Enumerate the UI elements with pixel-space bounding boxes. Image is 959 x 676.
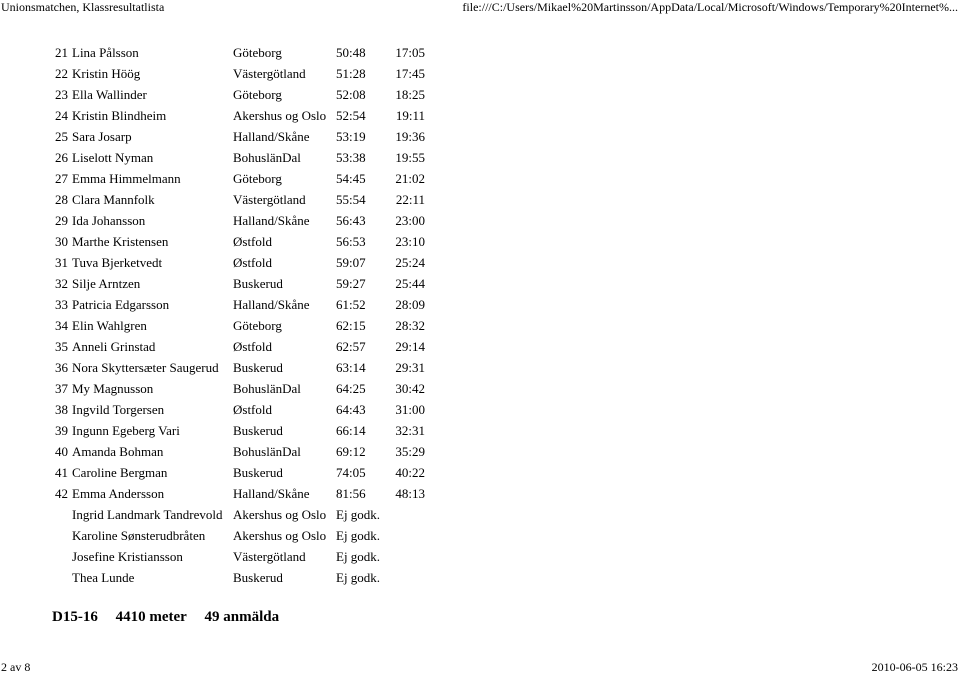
- result-row: [48, 210, 425, 231]
- result-diff: 28:32: [395, 318, 425, 333]
- result-name: Marthe Kristensen: [72, 234, 169, 249]
- result-name: Lina Pålsson: [72, 45, 139, 60]
- result-club: Halland/Skåne: [233, 486, 310, 501]
- result-name: Kristin Höög: [72, 66, 141, 81]
- result-name: Amanda Bohman: [72, 444, 164, 459]
- result-row: [48, 399, 425, 420]
- result-club: Buskerud: [233, 276, 283, 291]
- result-club: Göteborg: [233, 87, 282, 102]
- result-row: [48, 441, 425, 462]
- result-row: [48, 63, 425, 84]
- result-row: [48, 147, 425, 168]
- result-name: Tuva Bjerketvedt: [72, 255, 163, 270]
- result-name: Sara Josarp: [72, 129, 132, 144]
- result-club: Akershus og Oslo: [233, 528, 327, 543]
- result-place: 38: [55, 402, 68, 417]
- result-place: 30: [55, 234, 68, 249]
- page-url: file:///C:/Users/Mikael%20Martinsson/AppData/Local/Microsoft/Windows/Temporary%20Internet%...: [462, 0, 958, 14]
- result-diff: 40:22: [395, 465, 425, 480]
- result-row: [48, 462, 425, 483]
- result-place: 23: [55, 87, 68, 102]
- result-time: 51:28: [336, 66, 366, 81]
- result-name: Josefine Kristiansson: [72, 549, 183, 564]
- result-place: 36: [55, 360, 68, 375]
- result-name: Emma Himmelmann: [72, 171, 181, 186]
- class-entries: 49 anmälda: [204, 609, 280, 625]
- results-table: [48, 42, 425, 588]
- result-name: Ella Wallinder: [72, 87, 147, 102]
- result-place: 22: [55, 66, 68, 81]
- result-row: [48, 546, 425, 567]
- result-club: Halland/Skåne: [233, 213, 310, 228]
- result-diff: [385, 504, 425, 525]
- result-place: 29: [55, 213, 68, 228]
- result-club: Østfold: [233, 255, 272, 270]
- result-club: Østfold: [233, 339, 272, 354]
- result-row: [48, 525, 425, 546]
- result-row: [48, 357, 425, 378]
- result-diff: 17:05: [395, 45, 425, 60]
- result-time: 53:38: [336, 150, 366, 165]
- result-time: 56:53: [336, 234, 366, 249]
- result-diff: 19:11: [395, 108, 425, 123]
- result-time: Ej godk.: [336, 549, 381, 564]
- result-place: 41: [55, 465, 68, 480]
- result-place: 40: [55, 444, 68, 459]
- page-title: Unionsmatchen, Klassresultatlista: [1, 0, 165, 14]
- result-time: 50:48: [336, 45, 366, 60]
- result-place: [48, 546, 72, 567]
- result-time: 52:08: [336, 87, 366, 102]
- result-time: 59:07: [336, 255, 366, 270]
- result-name: Nora Skyttersæter Saugerud: [72, 360, 219, 375]
- result-club: Göteborg: [233, 45, 282, 60]
- result-row: [48, 252, 425, 273]
- result-club: Buskerud: [233, 360, 283, 375]
- result-name: Ingvild Torgersen: [72, 402, 165, 417]
- result-diff: 23:00: [395, 213, 425, 228]
- result-club: BohuslänDal: [233, 381, 301, 396]
- result-place: 21: [55, 45, 68, 60]
- result-diff: 35:29: [395, 444, 425, 459]
- print-footer: [0, 660, 959, 676]
- result-club: BohuslänDal: [233, 444, 301, 459]
- result-time: 55:54: [336, 192, 366, 207]
- result-time: Ej godk.: [336, 570, 381, 585]
- result-row: [48, 504, 425, 525]
- result-row: [48, 42, 425, 63]
- result-diff: 30:42: [395, 381, 425, 396]
- result-time: 53:19: [336, 129, 366, 144]
- result-time: 64:25: [336, 381, 366, 396]
- result-place: 35: [55, 339, 68, 354]
- result-place: 33: [55, 297, 68, 312]
- result-diff: 25:24: [395, 255, 425, 270]
- result-club: Västergötland: [233, 549, 306, 564]
- result-row: [48, 294, 425, 315]
- result-name: Clara Mannfolk: [72, 192, 155, 207]
- result-place: 39: [55, 423, 68, 438]
- result-row: [48, 84, 425, 105]
- result-place: 42: [55, 486, 68, 501]
- result-name: Kristin Blindheim: [72, 108, 167, 123]
- result-time: Ej godk.: [336, 528, 381, 543]
- result-name: Liselott Nyman: [72, 150, 154, 165]
- result-diff: 19:55: [395, 150, 425, 165]
- result-row: [48, 168, 425, 189]
- result-time: 59:27: [336, 276, 366, 291]
- result-row: [48, 315, 425, 336]
- result-name: Ida Johansson: [72, 213, 146, 228]
- result-diff: 18:25: [395, 87, 425, 102]
- result-diff: 28:09: [395, 297, 425, 312]
- result-diff: 23:10: [395, 234, 425, 249]
- result-diff: [385, 546, 425, 567]
- result-time: 52:54: [336, 108, 366, 123]
- result-name: Ingunn Egeberg Vari: [72, 423, 180, 438]
- result-diff: 29:31: [395, 360, 425, 375]
- result-diff: 21:02: [395, 171, 425, 186]
- result-row: [48, 273, 425, 294]
- result-time: 62:15: [336, 318, 366, 333]
- result-club: Västergötland: [233, 192, 306, 207]
- result-row: [48, 189, 425, 210]
- result-club: Østfold: [233, 234, 272, 249]
- result-name: Ingrid Landmark Tandrevold: [72, 507, 223, 522]
- result-time: 69:12: [336, 444, 366, 459]
- result-row: [48, 567, 425, 588]
- result-diff: 31:00: [395, 402, 425, 417]
- result-diff: 17:45: [395, 66, 425, 81]
- result-name: Elin Wahlgren: [72, 318, 147, 333]
- result-place: 32: [55, 276, 68, 291]
- result-time: 62:57: [336, 339, 366, 354]
- result-place: 28: [55, 192, 68, 207]
- result-row: [48, 231, 425, 252]
- result-club: Halland/Skåne: [233, 129, 310, 144]
- result-place: 37: [55, 381, 68, 396]
- result-club: Göteborg: [233, 318, 282, 333]
- result-club: Buskerud: [233, 423, 283, 438]
- result-diff: 22:11: [395, 192, 425, 207]
- result-club: Akershus og Oslo: [233, 507, 327, 522]
- result-place: [48, 567, 72, 588]
- result-time: 54:45: [336, 171, 366, 186]
- result-name: My Magnusson: [72, 381, 154, 396]
- result-name: Silje Arntzen: [72, 276, 141, 291]
- result-diff: 25:44: [395, 276, 425, 291]
- result-time: 81:56: [336, 486, 366, 501]
- result-place: 26: [55, 150, 68, 165]
- result-time: 63:14: [336, 360, 366, 375]
- print-header: [0, 0, 959, 16]
- class-distance: 4410 meter: [115, 609, 187, 625]
- print-datetime: 2010-06-05 16:23: [871, 660, 958, 674]
- result-club: Västergötland: [233, 66, 306, 81]
- result-row: [48, 105, 425, 126]
- result-row: [48, 336, 425, 357]
- result-place: 34: [55, 318, 68, 333]
- result-club: Østfold: [233, 402, 272, 417]
- result-place: [48, 525, 72, 546]
- class-heading: [52, 609, 293, 626]
- result-name: Karoline Sønsterudbråten: [72, 528, 206, 543]
- class-name: D15-16: [52, 609, 98, 625]
- result-diff: 48:13: [395, 486, 425, 501]
- result-place: 24: [55, 108, 68, 123]
- result-diff: 32:31: [395, 423, 425, 438]
- result-diff: 19:36: [395, 129, 425, 144]
- result-club: Buskerud: [233, 570, 283, 585]
- result-row: [48, 378, 425, 399]
- result-time: 61:52: [336, 297, 366, 312]
- result-club: Akershus og Oslo: [233, 108, 327, 123]
- result-row: [48, 420, 425, 441]
- result-diff: [385, 525, 425, 546]
- result-time: Ej godk.: [336, 507, 381, 522]
- result-time: 66:14: [336, 423, 366, 438]
- result-name: Patricia Edgarsson: [72, 297, 170, 312]
- result-name: Thea Lunde: [72, 570, 135, 585]
- result-place: 31: [55, 255, 68, 270]
- result-diff: 29:14: [395, 339, 425, 354]
- result-time: 74:05: [336, 465, 366, 480]
- result-place: [48, 504, 72, 525]
- page-number: 2 av 8: [1, 660, 31, 674]
- result-diff: [385, 567, 425, 588]
- result-club: Buskerud: [233, 465, 283, 480]
- result-row: [48, 483, 425, 504]
- result-row: [48, 126, 425, 147]
- result-club: Göteborg: [233, 171, 282, 186]
- result-name: Emma Andersson: [72, 486, 165, 501]
- result-place: 25: [55, 129, 68, 144]
- result-time: 64:43: [336, 402, 366, 417]
- result-time: 56:43: [336, 213, 366, 228]
- result-name: Caroline Bergman: [72, 465, 168, 480]
- result-club: BohuslänDal: [233, 150, 301, 165]
- result-name: Anneli Grinstad: [72, 339, 156, 354]
- result-club: Halland/Skåne: [233, 297, 310, 312]
- result-place: 27: [55, 171, 68, 186]
